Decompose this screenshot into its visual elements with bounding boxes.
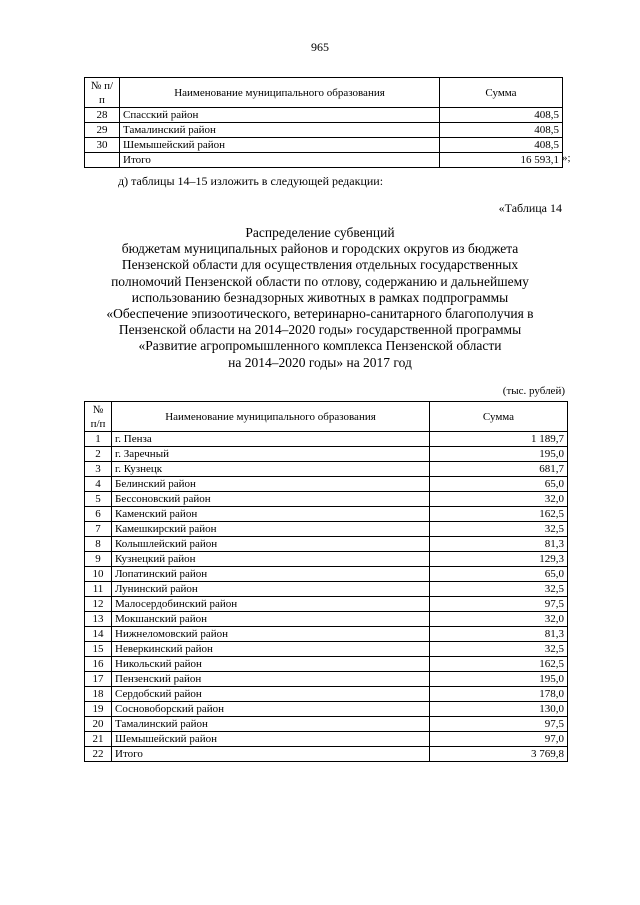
- amount: 97,5: [430, 597, 568, 612]
- municipality-name: Белинский район: [112, 477, 430, 492]
- table-row: [85, 492, 568, 507]
- table-row: [85, 507, 568, 522]
- amount: 32,5: [430, 582, 568, 597]
- header-sum: Сумма: [440, 78, 563, 108]
- municipality-name: Итого: [112, 747, 430, 762]
- table-row: [85, 432, 568, 447]
- row-number: 10: [85, 567, 112, 582]
- table-heading: [60, 225, 580, 371]
- table-row: [85, 138, 563, 153]
- municipality-name: Колышлейский район: [112, 537, 430, 552]
- municipality-name: Сосновоборский район: [112, 702, 430, 717]
- amount: 195,0: [430, 672, 568, 687]
- amendment-instruction: д) таблицы 14–15 изложить в следующей редакции:: [118, 174, 384, 188]
- municipality-name: г. Пенза: [112, 432, 430, 447]
- municipality-name: Камешкирский район: [112, 522, 430, 537]
- amount: 97,5: [430, 717, 568, 732]
- municipality-name: Малосердобинский район: [112, 597, 430, 612]
- table-label: «Таблица 14: [498, 201, 562, 215]
- header-num: № п/п: [85, 78, 120, 108]
- table-row: [85, 477, 568, 492]
- table-row: [85, 627, 568, 642]
- amount: 65,0: [430, 567, 568, 582]
- amount: 162,5: [430, 507, 568, 522]
- amount: 32,5: [430, 642, 568, 657]
- municipality-name: Спасский район: [120, 108, 440, 123]
- table-row: [85, 672, 568, 687]
- row-number: 17: [85, 672, 112, 687]
- row-number: 12: [85, 597, 112, 612]
- municipality-name: Пензенский район: [112, 672, 430, 687]
- municipality-name: Шемышейский район: [112, 732, 430, 747]
- municipality-name: Бессоновский район: [112, 492, 430, 507]
- row-number: 30: [85, 138, 120, 153]
- municipality-name: Мокшанский район: [112, 612, 430, 627]
- row-number: 9: [85, 552, 112, 567]
- amount: 178,0: [430, 687, 568, 702]
- table-row: [85, 612, 568, 627]
- table-row: [85, 108, 563, 123]
- row-number: 2: [85, 447, 112, 462]
- row-number: 1: [85, 432, 112, 447]
- amount: 97,0: [430, 732, 568, 747]
- table-row: [85, 642, 568, 657]
- municipality-name: г. Заречный: [112, 447, 430, 462]
- table-row: [85, 702, 568, 717]
- table-closing-suffix: »;: [562, 152, 571, 164]
- amount: 65,0: [430, 477, 568, 492]
- table-row: [85, 447, 568, 462]
- municipality-name: Каменский район: [112, 507, 430, 522]
- heading-line: Пензенской области для осуществления отдельных государственных: [121, 257, 519, 273]
- table-row: [85, 657, 568, 672]
- amount: 130,0: [430, 702, 568, 717]
- heading-line: полномочий Пензенской области по отлову, содержанию и дальнейшему: [111, 273, 529, 289]
- total-label: Итого: [120, 153, 440, 168]
- row-number: 8: [85, 537, 112, 552]
- row-number: 28: [85, 108, 120, 123]
- table-row: [85, 123, 563, 138]
- unit-label: (тыс. рублей): [502, 385, 565, 397]
- amount: 32,0: [430, 492, 568, 507]
- table-row: [85, 522, 568, 537]
- municipality-name: Лунинский район: [112, 582, 430, 597]
- table-row: [85, 552, 568, 567]
- table-row: [85, 567, 568, 582]
- row-number: 11: [85, 582, 112, 597]
- row-number: 21: [85, 732, 112, 747]
- amount: 195,0: [430, 447, 568, 462]
- total-amount: 16 593,1: [440, 153, 563, 168]
- municipality-name: Лопатинский район: [112, 567, 430, 582]
- header-name: Наименование муниципального образования: [112, 402, 430, 432]
- row-number: 13: [85, 612, 112, 627]
- total-row: [85, 153, 563, 168]
- municipality-name: Никольский район: [112, 657, 430, 672]
- page-number: 965: [311, 40, 329, 54]
- municipality-name: г. Кузнецк: [112, 462, 430, 477]
- amount: 3 769,8: [430, 747, 568, 762]
- amount: 681,7: [430, 462, 568, 477]
- row-number: 22: [85, 747, 112, 762]
- amount: 162,5: [430, 657, 568, 672]
- municipality-name: Тамалинский район: [120, 123, 440, 138]
- header-num: № п/п: [85, 402, 112, 432]
- row-number: 6: [85, 507, 112, 522]
- municipality-name: Шемышейский район: [120, 138, 440, 153]
- table-row: [85, 537, 568, 552]
- heading-line: на 2014–2020 годы» на 2017 год: [228, 354, 412, 370]
- row-number: [85, 153, 120, 168]
- row-number: 7: [85, 522, 112, 537]
- municipality-name: Кузнецкий район: [112, 552, 430, 567]
- municipality-name: Сердобский район: [112, 687, 430, 702]
- amount: 1 189,7: [430, 432, 568, 447]
- amount: 81,3: [430, 537, 568, 552]
- heading-line: Пензенской области на 2014–2020 годы» государственной программы: [118, 322, 522, 338]
- row-number: 29: [85, 123, 120, 138]
- row-number: 20: [85, 717, 112, 732]
- amount: 408,5: [440, 108, 563, 123]
- municipality-name: Неверкинский район: [112, 642, 430, 657]
- subvention-table: [84, 401, 568, 762]
- row-number: 15: [85, 642, 112, 657]
- row-number: 5: [85, 492, 112, 507]
- amount: 32,5: [430, 522, 568, 537]
- municipality-name: Нижнеломовский район: [112, 627, 430, 642]
- amount: 129,3: [430, 552, 568, 567]
- row-number: 3: [85, 462, 112, 477]
- row-number: 18: [85, 687, 112, 702]
- table-row: [85, 747, 568, 762]
- amount: 408,5: [440, 123, 563, 138]
- row-number: 14: [85, 627, 112, 642]
- row-number: 19: [85, 702, 112, 717]
- amount: 408,5: [440, 138, 563, 153]
- municipality-name: Тамалинский район: [112, 717, 430, 732]
- heading-line: использованию безнадзорных животных в рамках подпрограммы: [131, 289, 509, 305]
- previous-table-continuation: [84, 77, 563, 168]
- heading-line: «Обеспечение эпизоотического, ветеринарно-санитарного благополучия в: [106, 306, 534, 322]
- heading-line: «Развитие агропромышленного комплекса Пензенской области: [138, 338, 502, 354]
- header-name: Наименование муниципального образования: [120, 78, 440, 108]
- amount: 81,3: [430, 627, 568, 642]
- row-number: 16: [85, 657, 112, 672]
- table-row: [85, 582, 568, 597]
- heading-line: бюджетам муниципальных районов и городских округов из бюджета: [121, 241, 519, 257]
- table-row: [85, 687, 568, 702]
- table-row: [85, 732, 568, 747]
- table-row: [85, 717, 568, 732]
- row-number: 4: [85, 477, 112, 492]
- amount: 32,0: [430, 612, 568, 627]
- table-row: [85, 597, 568, 612]
- heading-line: Распределение субвенций: [245, 225, 395, 240]
- header-sum: Сумма: [430, 402, 568, 432]
- table-row: [85, 462, 568, 477]
